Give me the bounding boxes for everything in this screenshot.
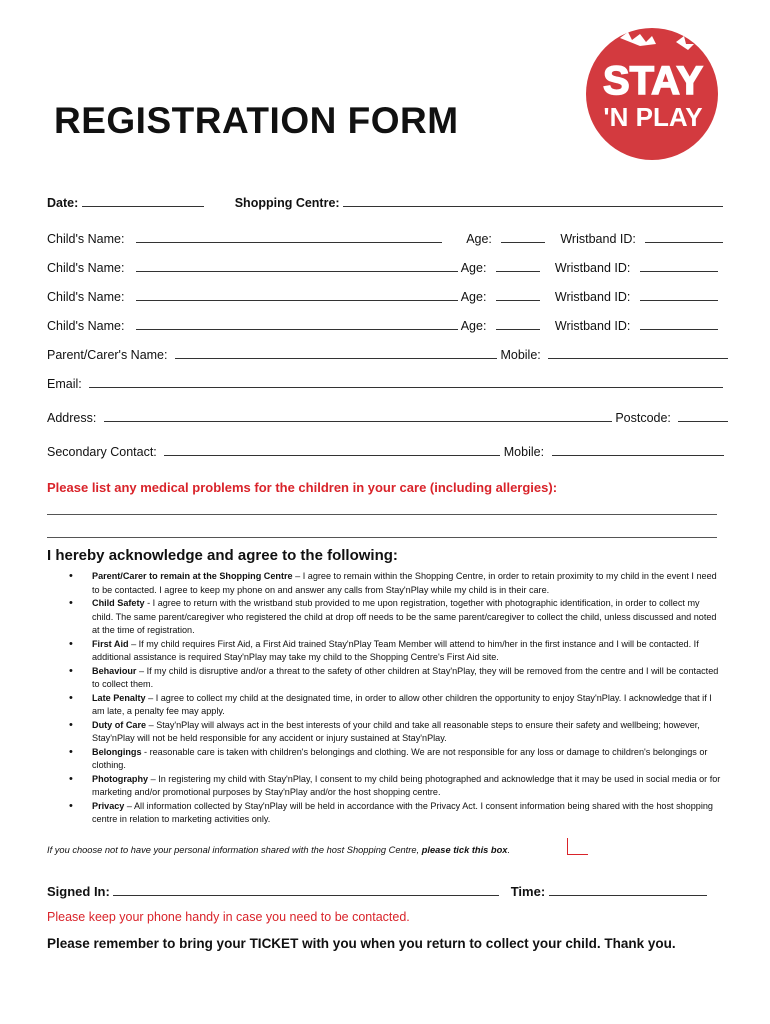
parent-name-label: Parent/Carer's Name:	[47, 348, 168, 362]
mobile-label: Mobile:	[500, 348, 541, 362]
wristband-label: Wristband ID:	[554, 319, 631, 333]
signed-in-label: Signed In:	[47, 884, 110, 899]
child-name-field[interactable]	[136, 261, 458, 272]
time-field[interactable]	[549, 885, 707, 896]
signed-in-row	[47, 884, 707, 899]
ticket-note: Please remember to bring your TICKET with you when you return to collect your child. Thank you.	[47, 936, 676, 951]
address-label: Address:	[47, 411, 97, 425]
medical-line-2[interactable]	[47, 537, 717, 538]
age-label: Age:	[466, 232, 492, 246]
phone-note: Please keep your phone handy in case you need to be contacted.	[47, 910, 410, 924]
time-label: Time:	[510, 884, 546, 899]
list-item: • Belongings - reasonable care is taken with children's belongings and clothing. We are not responsible for any loss or damage to children's belongings or clothing.	[70, 746, 722, 773]
age-label: Age:	[460, 319, 487, 333]
mobile-field[interactable]	[548, 348, 728, 359]
child-name-label: Child's Name:	[47, 261, 125, 275]
acknowledge-list	[70, 570, 722, 827]
list-item: • First Aid – If my child requires First Aid, a First Aid trained Stay'nPlay Team Member will attend to him/her in the first instance and I will be contacted. If additional assistance is required Stay'nPlay may take my child to the Shopping Centre's First Aid site.	[70, 638, 722, 665]
email-label: Email:	[47, 377, 82, 391]
postcode-label: Postcode:	[615, 411, 671, 425]
age-label: Age:	[460, 261, 487, 275]
age-field[interactable]	[501, 232, 545, 243]
wristband-field[interactable]	[640, 319, 718, 330]
mobile-label: Mobile:	[503, 445, 545, 459]
email-field[interactable]	[89, 377, 723, 388]
child-name-field[interactable]	[136, 290, 458, 301]
secondary-contact-label: Secondary Contact:	[47, 445, 157, 459]
wristband-label: Wristband ID:	[560, 232, 636, 246]
stay-n-play-logo	[580, 22, 723, 162]
secondary-contact-row	[47, 445, 724, 459]
svg-text:STAY: STAY	[602, 59, 704, 103]
list-item: • Late Penalty – I agree to collect my child at the designated time, in order to allow other children the opportunity to enjoy Stay'nPlay. I acknowledge that if I am late, a penalty fee may apply.	[70, 692, 722, 719]
list-item: • Photography – In registering my child with Stay'nPlay, I consent to my child being photographed and acknowledge that it may be used in social media or for marketing and/or promotional purposes by Stay'nPlay and/or the host shopping centre.	[70, 773, 722, 800]
wristband-label: Wristband ID:	[554, 261, 631, 275]
address-field[interactable]	[104, 411, 612, 422]
secondary-mobile-field[interactable]	[552, 445, 724, 456]
address-row	[47, 411, 728, 425]
list-item: • Duty of Care – Stay'nPlay will always act in the best interests of your child and take all reasonable steps to ensure their safety and wellbeing; however, Stay'nPlay will not be held responsible for any accident or injury sustained at Stay'nPlay.	[70, 719, 722, 746]
email-row	[47, 377, 723, 391]
child-name-label: Child's Name:	[47, 319, 125, 333]
parent-row	[47, 348, 728, 362]
date-row	[47, 196, 723, 210]
wristband-field[interactable]	[640, 290, 718, 301]
child-name-label: Child's Name:	[47, 290, 125, 304]
child-row-3	[47, 290, 718, 304]
date-label: Date:	[47, 196, 79, 210]
acknowledge-heading: I hereby acknowledge and agree to the following:	[47, 547, 398, 564]
shopping-centre-label: Shopping Centre:	[234, 196, 340, 210]
shopping-centre-field[interactable]	[343, 196, 723, 207]
age-field[interactable]	[496, 319, 540, 330]
postcode-field[interactable]	[678, 411, 728, 422]
medical-line-1[interactable]	[47, 514, 717, 515]
consent-checkbox[interactable]	[567, 838, 588, 855]
child-row-1	[47, 232, 723, 246]
age-label: Age:	[460, 290, 487, 304]
svg-text:'N PLAY: 'N PLAY	[603, 102, 703, 132]
list-item: • Parent/Carer to remain at the Shopping Centre – I agree to remain within the Shopping Centre, in order to retain proximity to my child in the event I need to be contacted. I agree to keep my phone on and answer any calls from Stay'nPlay while my child is in their care.	[70, 570, 722, 597]
wristband-label: Wristband ID:	[554, 290, 631, 304]
child-name-label: Child's Name:	[47, 232, 125, 246]
child-name-field[interactable]	[136, 232, 442, 243]
age-field[interactable]	[496, 290, 540, 301]
list-item: • Behaviour – If my child is disruptive and/or a threat to the safety of other children at Stay'nPlay, they will be removed from the centre and I will be contacted to collect them.	[70, 665, 722, 692]
wristband-field[interactable]	[640, 261, 718, 272]
signed-in-field[interactable]	[113, 885, 499, 896]
child-name-field[interactable]	[136, 319, 458, 330]
page-title: REGISTRATION FORM	[54, 100, 459, 141]
wristband-field[interactable]	[645, 232, 723, 243]
age-field[interactable]	[496, 261, 540, 272]
secondary-contact-field[interactable]	[164, 445, 500, 456]
parent-name-field[interactable]	[175, 348, 497, 359]
child-row-4	[47, 319, 718, 333]
privacy-consent-text: If you choose not to have your personal information shared with the host Shopping Centre, please tick this box.	[47, 845, 511, 855]
list-item: • Child Safety - I agree to return with the wristband stub provided to me upon registration, together with photographic identification, in order to collect my child. The same parent/caregiver who registered the child at drop off needs to be the same parent/caregiver to collect the child, unless discussed and noted at the time of registration.	[70, 597, 722, 638]
date-field[interactable]	[82, 196, 204, 207]
medical-prompt: Please list any medical problems for the children in your care (including allergies):	[47, 480, 558, 495]
list-item: • Privacy – All information collected by Stay'nPlay will be held in accordance with the Privacy Act. I consent information being shared with the host shopping centre in relation to marketing activities only.	[70, 800, 722, 827]
child-row-2	[47, 261, 718, 275]
